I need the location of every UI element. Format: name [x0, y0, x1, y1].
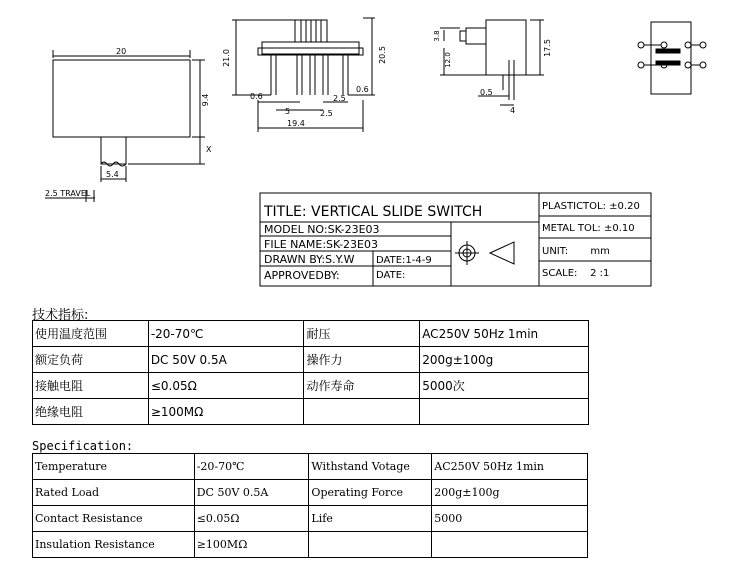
table-cell: 动作寿命 — [304, 373, 420, 399]
title-block-metal-tol: METAL TOL: ±0.10 — [542, 223, 635, 234]
table-cell — [432, 532, 588, 558]
dim-0-5: 0.5 — [480, 88, 493, 97]
table-cell: 5000次 — [420, 373, 589, 399]
title-block-date1: DATE:1-4-9 — [376, 255, 432, 266]
table-cell: ≤0.05Ω — [148, 373, 304, 399]
table-cell: DC 50V 0.5A — [148, 347, 304, 373]
table-cell: -20-70℃ — [194, 454, 309, 480]
table-cell: ≥100MΩ — [148, 399, 304, 425]
table-cell: 200g±100g — [420, 347, 589, 373]
dim-x: X — [206, 145, 212, 154]
table-row — [33, 373, 589, 399]
en-spec-table — [32, 453, 588, 558]
table-cell: 额定负荷 — [33, 347, 149, 373]
table-cell: Insulation Resistance — [33, 532, 195, 558]
table-cell: ≥100MΩ — [194, 532, 309, 558]
table-row — [33, 454, 588, 480]
table-cell: Life — [309, 506, 432, 532]
en-section-title: Specification: — [32, 439, 134, 453]
dim-pin-0-6-right: 0.6 — [356, 85, 369, 94]
table-cell: 200g±100g — [432, 480, 588, 506]
dim-pitch-5: 5 — [285, 107, 291, 116]
table-cell: AC250V 50Hz 1min — [420, 321, 589, 347]
dim-12-0: 12.0 — [444, 52, 452, 68]
table-cell — [304, 399, 420, 425]
table-cell: 5000 — [432, 506, 588, 532]
dim-4: 4 — [510, 106, 516, 115]
table-row — [33, 347, 589, 373]
title-block-date2: DATE: — [376, 270, 406, 281]
dim-pin-0-6-left: 0.6 — [250, 92, 263, 101]
table-cell: ≤0.05Ω — [194, 506, 309, 532]
table-cell: 操作力 — [304, 347, 420, 373]
dim-height-21: 21.0 — [222, 49, 231, 67]
table-cell: 耐压 — [304, 321, 420, 347]
table-cell — [420, 399, 589, 425]
cn-spec-table — [32, 320, 589, 425]
table-cell: Temperature — [33, 454, 195, 480]
title-block-plastic-tol: PLASTICTOL: ±0.20 — [542, 201, 640, 212]
dim-width-20: 20 — [116, 47, 127, 56]
dim-actuator-5-4: 5.4 — [106, 170, 119, 179]
title-block-unit: UNIT: mm — [542, 246, 610, 257]
table-row — [33, 399, 589, 425]
dim-travel: 2.5 TRAVEL — [45, 189, 91, 198]
cn-section-title: 技术指标: — [32, 308, 89, 323]
table-cell: -20-70℃ — [148, 321, 304, 347]
front-view — [45, 50, 205, 202]
table-cell: 使用温度范围 — [33, 321, 149, 347]
table-cell: 绝缘电阻 — [33, 399, 149, 425]
table-cell: Rated Load — [33, 480, 195, 506]
circuit-symbol — [638, 22, 706, 94]
table-row — [33, 506, 588, 532]
dim-length-19-4: 19.4 — [287, 119, 305, 128]
side-view — [232, 18, 375, 132]
title-block-drawn: DRAWN BY:S.Y.W — [264, 253, 355, 266]
dim-height-20-5: 20.5 — [378, 46, 387, 64]
table-cell: Contact Resistance — [33, 506, 195, 532]
table-cell: DC 50V 0.5A — [194, 480, 309, 506]
table-row — [33, 532, 588, 558]
title-block-file: FILE NAME:SK-23E03 — [264, 238, 379, 251]
title-block-approved: APPROVEDBY: — [264, 269, 340, 282]
table-cell — [309, 532, 432, 558]
title-block-title: TITLE: VERTICAL SLIDE SWITCH — [264, 204, 483, 220]
dim-height-9-4: 9.4 — [201, 93, 210, 107]
table-cell: 接触电阻 — [33, 373, 149, 399]
table-cell: Operating Force — [309, 480, 432, 506]
dim-3-8: 3.8 — [433, 30, 441, 42]
dim-pitch-2-5-right: 2.5 — [333, 94, 346, 103]
table-cell: Withstand Votage — [309, 454, 432, 480]
dim-17-5: 17.5 — [543, 39, 552, 57]
table-row — [33, 480, 588, 506]
table-cell: AC250V 50Hz 1min — [432, 454, 588, 480]
table-row — [33, 321, 589, 347]
dim-pitch-2-5-center: 2.5 — [320, 109, 333, 118]
title-block-scale: SCALE: 2 :1 — [542, 268, 610, 279]
title-block-model: MODEL NO:SK-23E03 — [264, 223, 380, 236]
